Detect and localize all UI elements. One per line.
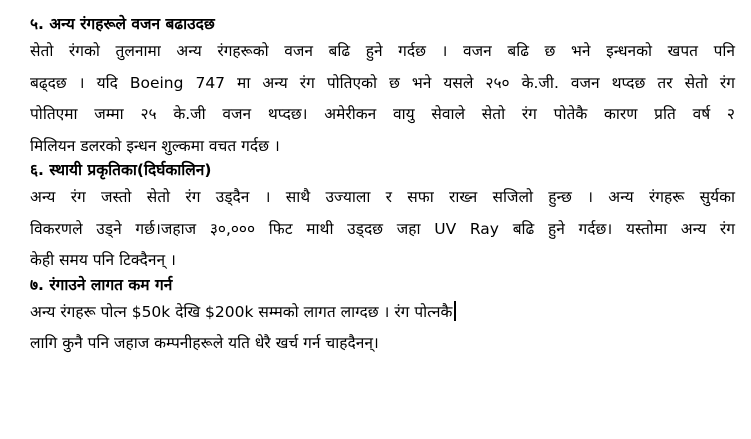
text-cursor — [454, 301, 456, 321]
section-7-line-2: लागि कुनै पनि जहाज कम्पनीहरूले यति धेरै खर्च गर्न चाहदैनन्। — [30, 334, 379, 352]
section-5-line-4: मिलियन डलरको इन्धन शुल्कमा वचत गर्दछ । — [30, 136, 280, 155]
section-7-line-1: अन्य रंगहरू पोत्न $50k देखि $200k सम्मको लागत लाग्दछ । रंग पोत्नकै — [30, 302, 453, 321]
section-6-line-3: केही समय पनि टिक्दैनन् । — [30, 251, 176, 269]
section-7-heading: ७. रंगाउने लागत कम गर्न — [30, 275, 173, 294]
section-6-line-1: अन्य रंग जस्तो सेतो रंग उड्दैन । साथै उज्याला र सफा राख्न सजिलो हुन्छ । अन्य रंगहरू सुर्यका — [30, 188, 735, 206]
section-5-line-3: पोतिएमा जम्मा २५ के.जी वजन थप्दछ। अमेरीकन वायु सेवाले सेतो रंग पोतेकै कारण प्रति वर्ष २ — [30, 105, 735, 123]
section-5-line-1: सेतो रंगको तुलनामा अन्य रंगहरूको वजन बढि हुने गर्दछ । वजन बढि छ भने इन्धनको खपत पनि — [30, 42, 735, 60]
section-5-line-2: बढ्दछ । यदि Boeing 747 मा अन्य रंग पोतिएको छ भने यसले २५० के.जी. वजन थप्दछ तर सेतो रंग — [30, 73, 735, 92]
section-6-line-2: विकरणले उड्ने गर्छ।जहाज ३०,००० फिट माथी उड्दछ जहा UV Ray बढि हुने गर्दछ। यस्तोमा अन्य रंग — [30, 219, 735, 238]
section-5-heading: ५. अन्य रंगहरूले वजन बढाउदछ — [30, 15, 215, 33]
section-7-line-1-wrap — [30, 297, 735, 329]
document-body — [30, 12, 735, 360]
section-6-heading: ६. स्थायी प्रकृतिका(दिर्घकालिन) — [30, 161, 212, 179]
